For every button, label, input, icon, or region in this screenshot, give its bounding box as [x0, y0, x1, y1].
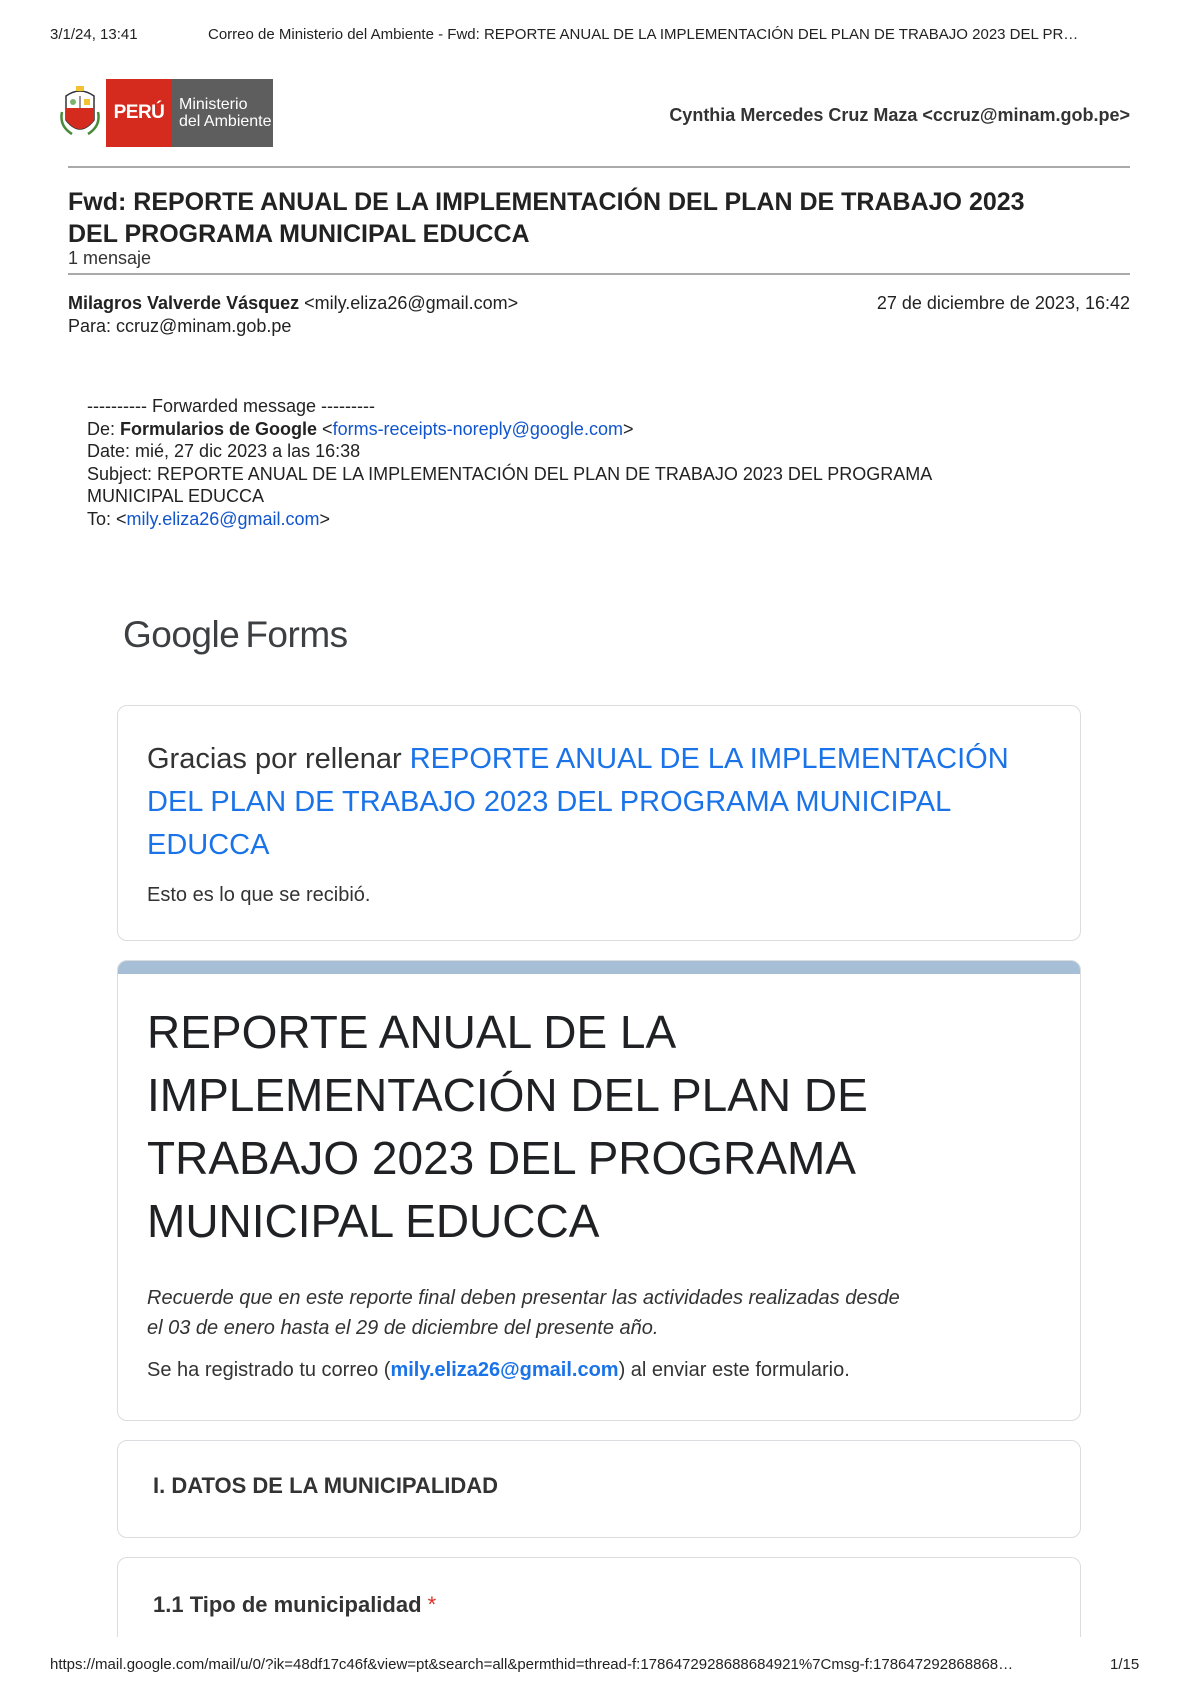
print-datetime: 3/1/24, 13:41	[50, 26, 138, 43]
forwarded-message	[87, 395, 1087, 530]
forward-to-email-link[interactable]: mily.eliza26@gmail.com	[126, 508, 320, 529]
mail-subject-line2: DEL PROGRAMA MUNICIPAL EDUCCA	[68, 220, 530, 248]
mail-subject-line1: Fwd: REPORTE ANUAL DE LA IMPLEMENTACIÓN DEL PLAN DE TRABAJO 2023	[68, 188, 1025, 216]
print-page-number: 1/15	[1110, 1656, 1140, 1673]
ministry-line2: del Ambiente	[179, 113, 272, 130]
sender-name: Milagros Valverde Vásquez	[68, 293, 300, 313]
forward-from-email-link[interactable]: forms-receipts-noreply@google.com	[332, 418, 623, 439]
google-forms-logo	[123, 614, 348, 656]
ministry-label	[172, 79, 273, 147]
question-card	[117, 1557, 1081, 1637]
forward-subject-line1: Subject: REPORTE ANUAL DE LA IMPLEMENTACIÓN DEL PLAN DE TRABAJO 2023 DEL PROGRAMA	[87, 463, 933, 484]
divider	[68, 273, 1130, 275]
mail-date: 27 de diciembre de 2023, 16:42	[876, 293, 1130, 313]
form-link[interactable]: REPORTE ANUAL DE LA IMPLEMENTACIÓN DEL PLAN DE TRABAJO 2023 DEL PROGRAMA MUNICIPAL EDUCCA	[147, 743, 1009, 861]
minam-logo	[58, 79, 273, 147]
mail-recipient: Para: ccruz@minam.gob.pe	[68, 316, 292, 336]
forward-from: De: Formularios de Google <forms-receipts-noreply@google.com>	[87, 418, 634, 439]
confirmation-card	[117, 705, 1081, 941]
received-note: Esto es lo que se recibió.	[147, 884, 371, 906]
google-wordmark: Google	[123, 614, 240, 655]
ministry-line1: Ministerio	[179, 96, 248, 113]
account-name: Cynthia Mercedes Cruz Maza <ccruz@minam.gob.pe>	[669, 105, 1130, 125]
peru-coat-of-arms-icon	[58, 82, 102, 144]
confirmation-prefix: Gracias por rellenar	[147, 743, 410, 775]
forward-date: Date: mié, 27 dic 2023 a las 16:38	[87, 441, 361, 461]
form-header-card	[117, 960, 1081, 1421]
peru-label: PERÚ	[106, 79, 172, 147]
sender	[68, 293, 518, 314]
section-title: I. DATOS DE LA MUNICIPALIDAD	[153, 1473, 499, 1498]
forward-to: To: <mily.eliza26@gmail.com>	[87, 508, 331, 529]
email-note: Se ha registrado tu correo (mily.eliza26@gmail.com) al enviar este formulario.	[147, 1359, 850, 1381]
forward-from-name: Formularios de Google	[120, 418, 318, 439]
forward-header: ---------- Forwarded message ---------	[87, 396, 375, 416]
question-title: 1.1 Tipo de municipalidad *	[153, 1592, 437, 1617]
divider	[68, 166, 1130, 168]
forward-subject-line2: MUNICIPAL EDUCCA	[87, 486, 265, 506]
form-description: Recuerde que en este reporte final deben presentar las actividades realizadas desde el 03 de enero hasta el 29 de diciembre del presente año.	[147, 1287, 900, 1339]
forms-wordmark: Forms	[245, 614, 348, 655]
required-marker: *	[427, 1592, 437, 1617]
form-title: REPORTE ANUAL DE LA IMPLEMENTACIÓN DEL PLAN DE TRABAJO 2023 DEL PROGRAMA MUNICIPAL EDUCCA	[147, 1006, 868, 1247]
print-url: https://mail.google.com/mail/u/0/?ik=48df17c46f&view=pt&search=all&permthid=thread-f:1786472928688684921%7Cmsg-f:178647292868868…	[50, 1656, 1014, 1673]
mail-subject	[68, 186, 1138, 250]
section-card	[117, 1440, 1081, 1538]
sender-email: <mily.eliza26@gmail.com>	[304, 293, 519, 313]
confirmation-text	[147, 738, 1047, 867]
message-count: 1 mensaje	[68, 248, 152, 268]
print-title: Correo de Ministerio del Ambiente - Fwd: REPORTE ANUAL DE LA IMPLEMENTACIÓN DEL PLAN DE TRABAJO 2023 DEL PR…	[208, 26, 1079, 43]
respondent-email: mily.eliza26@gmail.com	[390, 1359, 619, 1381]
form-header-bar	[118, 961, 1080, 974]
